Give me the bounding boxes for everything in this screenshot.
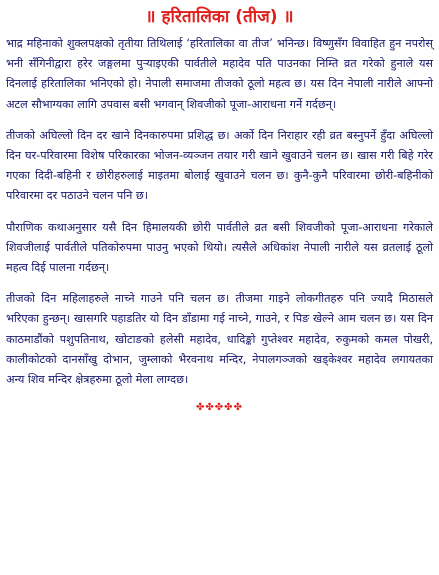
paragraph-mythology: पौराणिक कथाअनुसार यसै दिन हिमालयकी छोरी पार्वतीले व्रत बसी शिवजीको पूजा-आराधना गरेकाले शिवजीलाई पार्वतीले पतिकोरुपमा पाउनु भएको थियो। त्यसैले अधिकांश नेपाली नारीले यस व्रतलाई ठूलो महत्व दिई पालना गर्दछन्। xyxy=(6,220,433,275)
paragraph-introduction: भाद्र महिनाको शुक्लपक्षको तृतीया तिथिलाई ‘हरितालिका वा तीज’ भनिन्छ। विष्णुसँग विवाहित हुन नपरोस् भनी सँगिनीद्वारा हरेर जङ्गलमा पुऱ्याइएकी पार्वतीले महादेव पति पाउनका निम्ति व्रत गरेको हुनाले यस दिनलाई हरितालिका भनिएको हो। नेपाली समाजमा तीजको ठूलो महत्व छ। यस दिन नेपाली नारीले आफ्नो अटल सौभाग्यका लागि उपवास बसी भगवान् शिवजीको पूजा-आराधना गर्ने गर्दछन्। xyxy=(6,37,433,111)
paragraph-dar-tradition: तीजको अघिल्लो दिन दर खाने दिनकारुपमा प्रशिद्ध छ। अर्को दिन निराहार रही व्रत बस्नुपर्ने हुँदा अघिल्लो दिन घर-परिवारमा विशेष परिकारका भोजन-व्यञ्जन तयार गरी खाने खुवाउने चलन छ। खास गरी बिहे गरेर गएका दिदी-बहिनी र छोरीहरुलाई माइतमा बोलाई खुवाउने चलन छ। कुनै-कुनै परिवारमा छोरी-बहिनीको परिवारमा दर पठाउने चलन पनि छ। xyxy=(6,128,433,203)
document-title: ॥ हरितालिका (तीज) ॥ xyxy=(145,7,294,27)
footer-ornament: ✤✤✤✤✤ xyxy=(196,402,243,414)
paragraph-celebrations: तीजको दिन महिलाहरुले नाच्ने गाउने पनि चलन छ। तीजमा गाइने लोकगीतहरु पनि ज्यादै मिठासले भरिएका हुन्छन्। खासगरि पहाडतिर यो दिन डाँडामा गई नाच्ने, गाउने, र पिङ खेल्ने आम चलन छ। यस दिन काठमाडौंको पशुपतिनाथ, खोटाङको हलेसी महादेव, धादिङ्को गुप्तेश्वर महादेव, रुकुमको कमल पोखरी, कालीकोटको दानसाँखु दोभान, जुम्लाको भैरवनाथ मन्दिर, नेपालगञ्जको खड्केश्वर महादेव लगायतका अन्य शिव मन्दिर क्षेत्रहरुमा ठूलो मेला लाग्दछ। xyxy=(6,292,433,387)
